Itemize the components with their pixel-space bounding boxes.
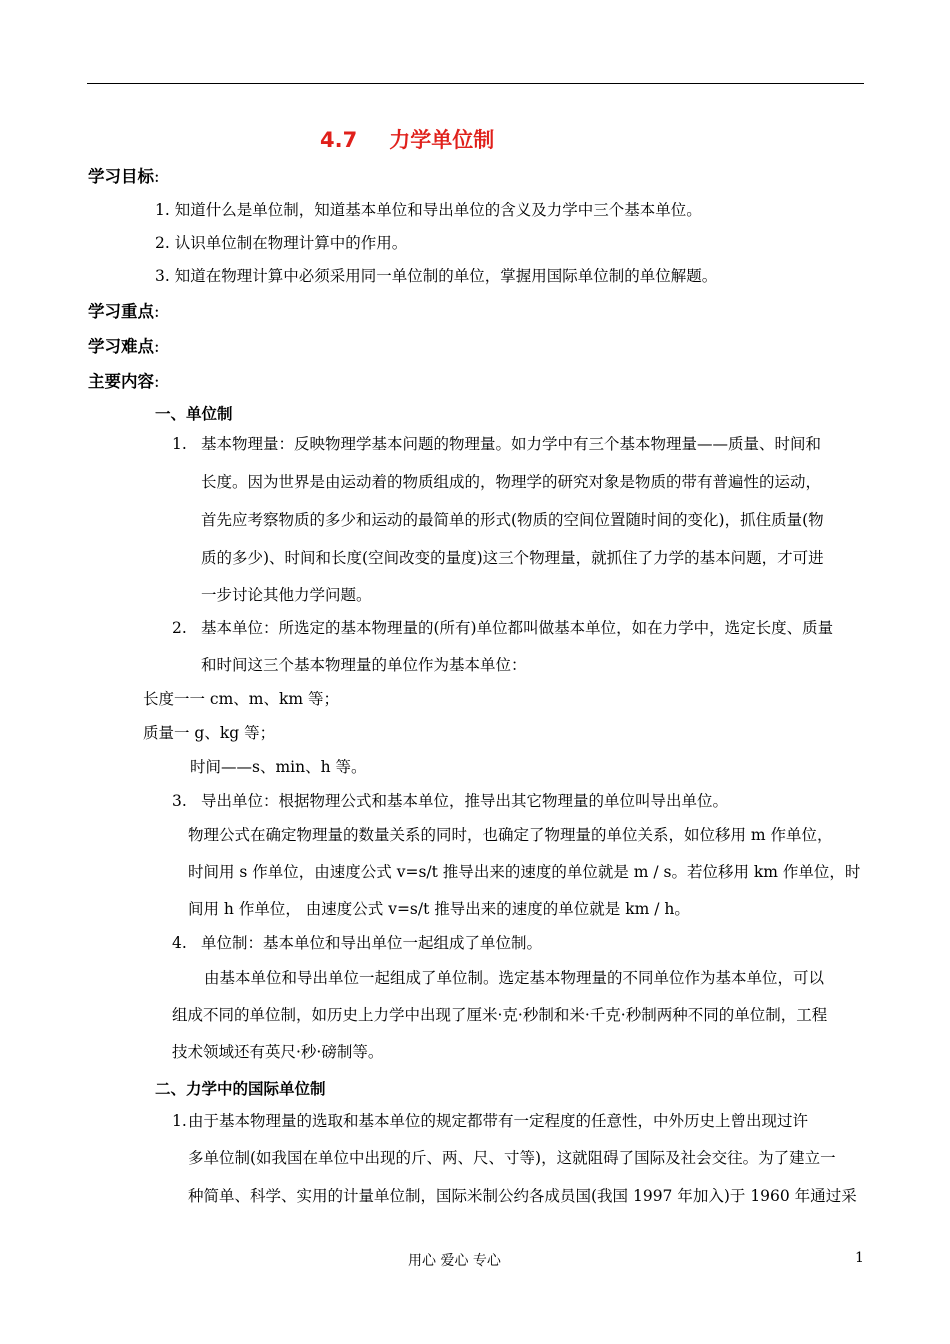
paragraph-line: 首先应考察物质的多少和运动的最简单的形式(物质的空间位置随时间的变化)，抓住质量(物	[201, 511, 824, 529]
unit-line: 质量一 g、kg 等；	[143, 724, 276, 742]
paragraph-line: 多单位制(如我国在单位中出现的斤、两、尺、寸等)，这就阻碍了国际及社会交往。为了建立一	[188, 1149, 836, 1167]
paragraph-line: 由于基本物理量的选取和基本单位的规定都带有一定程度的任意性，中外历史上曾出现过许	[188, 1112, 809, 1130]
paragraph-line: 由基本单位和导出单位一起组成了单位制。选定基本物理量的不同单位作为基本单位，可以	[204, 969, 825, 987]
section-number: 4.7	[320, 128, 358, 152]
paragraph-line: 和时间这三个基本物理量的单位作为基本单位：	[201, 656, 527, 674]
content-heading: 主要内容:	[88, 372, 160, 391]
paragraph-line: 长度。因为世界是由运动着的物质组成的，物理学的研究对象是物质的带有普遍性的运动，	[201, 473, 822, 491]
paragraph-line: 间用 h 作单位， 由速度公式 v=s/t 推导出来的速度的单位就是 km / h。	[188, 900, 690, 918]
section1-title: 一、单位制	[155, 405, 233, 423]
paragraph-line: 基本物理量：反映物理学基本问题的物理量。如力学中有三个基本物理量——质量、时间和	[201, 435, 822, 453]
paragraph-line: 一步讨论其他力学问题。	[201, 586, 372, 604]
section2-title: 二、力学中的国际单位制	[155, 1080, 326, 1098]
paragraph-line: 导出单位：根据物理公式和基本单位，推导出其它物理量的单位叫导出单位。	[201, 792, 729, 810]
item-number: 2.	[172, 619, 187, 637]
paragraph-line: 基本单位：所选定的基本物理量的(所有)单位都叫做基本单位，如在力学中，选定长度、质量	[201, 619, 834, 637]
goals-heading: 学习目标:	[88, 167, 160, 186]
goal-item: 1. 知道什么是单位制，知道基本单位和导出单位的含义及力学中三个基本单位。	[155, 201, 702, 219]
page-number: 1	[855, 1250, 864, 1266]
paragraph-line: 种简单、科学、实用的计量单位制，国际米制公约各成员国(我国 1997 年加入)于 1960 年通过采	[188, 1187, 857, 1205]
paragraph-line: 单位制：基本单位和导出单位一起组成了单位制。	[201, 934, 543, 952]
paragraph-line: 组成不同的单位制，如历史上力学中出现了厘米·克·秒制和米·千克·秒制两种不同的单位制，工程	[172, 1006, 828, 1024]
paragraph-line: 质的多少)、时间和长度(空间改变的量度)这三个物理量，就抓住了力学的基本问题，才可进	[201, 549, 824, 567]
item-number: 1.	[172, 435, 187, 453]
paragraph-line: 时间用 s 作单位，由速度公式 v=s/t 推导出来的速度的单位就是 m / s。若位移用 km 作单位，时	[188, 863, 861, 881]
header-rule	[87, 83, 864, 84]
item-number: 3.	[172, 792, 187, 810]
item-number: 4.	[172, 934, 187, 952]
goal-item: 2. 认识单位制在物理计算中的作用。	[155, 234, 408, 252]
unit-line: 长度一一 cm、m、km 等；	[143, 690, 340, 708]
unit-line: 时间——s、min、h 等。	[190, 758, 367, 776]
footer-motto: 用心 爱心 专心	[408, 1253, 501, 1269]
goal-item: 3. 知道在物理计算中必须采用同一单位制的单位，掌握用国际单位制的单位解题。	[155, 267, 718, 285]
title-text: 力学单位制	[389, 128, 495, 152]
page-title	[320, 124, 494, 154]
paragraph-line: 物理公式在确定物理量的数量关系的同时，也确定了物理量的单位关系，如位移用 m 作单位，	[188, 826, 833, 844]
key-points-heading: 学习重点:	[88, 302, 160, 321]
paragraph-line: 技术领域还有英尺·秒·磅制等。	[172, 1043, 384, 1061]
item-number: 1.	[172, 1112, 187, 1130]
difficulties-heading: 学习难点:	[88, 337, 160, 356]
